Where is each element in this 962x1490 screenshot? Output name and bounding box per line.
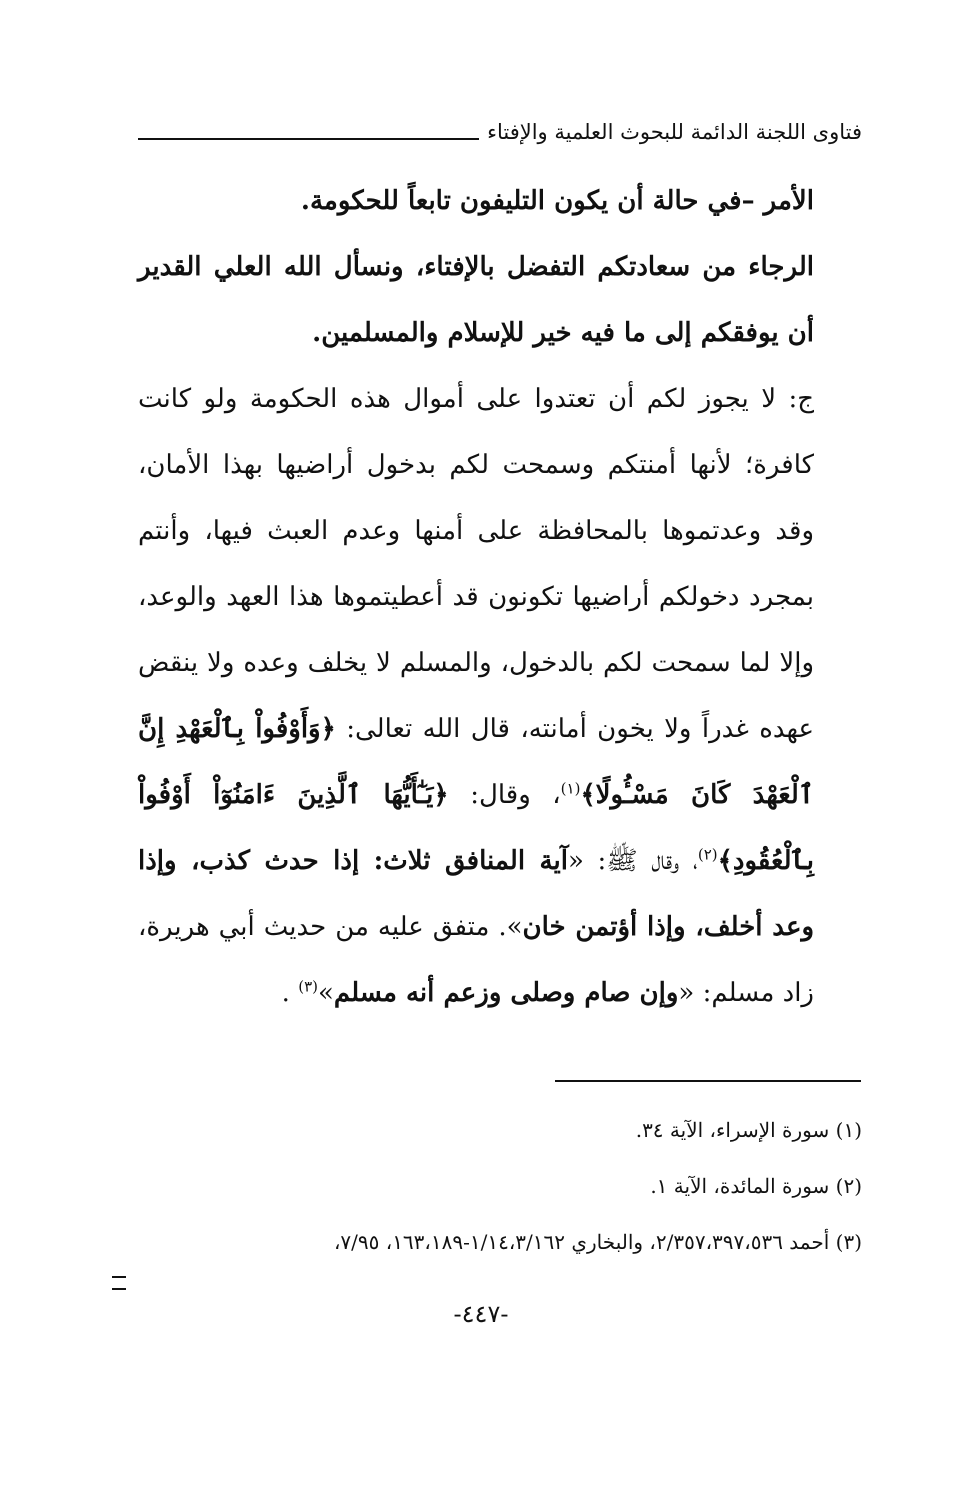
question-paragraph: الرجاء من سعادتكم التفضل بالإفتاء، ونسأل الله العلي القدير أن يوفقكم إلى ما فيه خير للإسلام والمسلمين. [138,252,814,348]
question-line-1: الأمر –في حالة أن يكون التليفون تابعاً للحكومة. [300,186,814,216]
answer-text-1: ج: لا يجوز لكم أن تعتدوا على أموال هذه الحكومة ولو كانت كافرة؛ لأنها أمنتكم وسمحت لكم بدخول أراضيها بهذا الأمان، وقد وعدتموها بالمحافظة على أمنها وعدم العبث فيها، وأنتم بمجرد دخولكم أراضيها تكونون قد أعطيتموها هذا العهد والوعد، وإلا لما سمحت لكم بالدخول، والمسلم لا يخلف وعده ولا ينقض عهده غدراً ولا يخون أمانته، قال الله تعالى: [138,384,815,744]
answer-text-6: . [281,978,299,1008]
footnote-ref-3: (٣) [298,977,318,996]
answer-text-3: ، وقال ﷺ: « [567,846,698,876]
answer-text-5: » [317,978,334,1008]
footnote-1: (١) سورة الإسراء، الآية ٣٤. [635,1118,862,1142]
quran-verse-1: ﴿وَأَوْفُواْ بِٱلْعَهْدِ إِنَّ ٱلْعَهْدَ كَانَ مَسْـُٔولًا﴾ [138,714,815,810]
footnote-3: (٣) أحمد ٢/٣٥٧،٣٩٧،٥٣٦، والبخاري ١/١٤،٣/١٦٢-١٦٣،١٨٩، ٧/٩٥، [333,1230,862,1254]
main-text [138,168,862,1026]
footnote-separator [555,1080,861,1082]
answer-paragraph [138,366,862,1026]
answer-text-2: ، وقال: [470,780,561,810]
hadith-text-1: آية المنافق ثلاث: إذا حدث كذب، وإذا وعد أخلف، وإذا أؤتمن خان [138,846,815,942]
header-title: فتاوى اللجنة الدائمة للبحوث العلمية والإفتاء [487,120,862,144]
hadith-text-2: وإن صام وصلى وزعم أنه مسلم [333,978,679,1008]
continuation-mark [112,1276,126,1290]
running-header [138,112,862,152]
footnote-ref-2: (٢) [697,845,718,864]
quran-verse-2: ﴿يَـٰٓأَيُّهَا ٱلَّذِينَ ءَامَنُوٓاْ أَوْفُواْ بِٱلْعُقُودِ﴾ [138,780,814,876]
header-rule [138,138,479,140]
page-number: -٤٤٧- [453,1300,509,1328]
footnote-2: (٢) سورة المائدة، الآية ١. [650,1174,862,1198]
footnote-ref-1: (١) [560,779,581,798]
answer-text-4: ». متفق عليه من حديث أبي هريرة، زاد مسلم: « [138,912,814,1008]
footnotes [138,1102,862,1270]
